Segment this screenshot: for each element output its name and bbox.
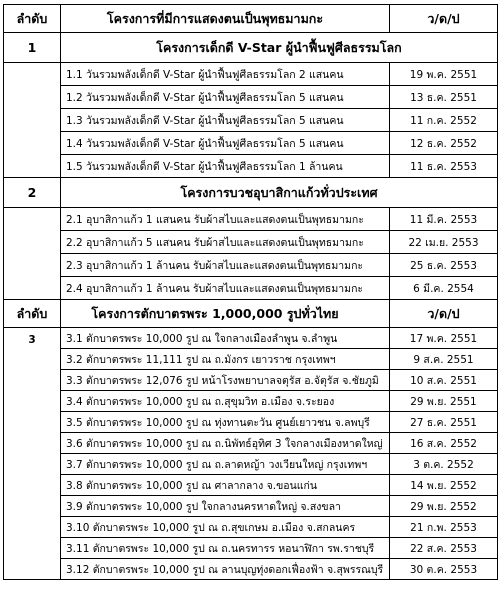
item-title: 1.3 วันรวมพลังเด็กดี V-Star ผู้นำฟื้นฟูศีลธรรมโลก 5 แสนคน — [61, 109, 390, 132]
header-title: โครงการที่มีการแสดงตนเป็นพุทธมามกะ — [61, 5, 390, 33]
header-date: ว/ด/ป — [390, 300, 498, 328]
item-date: 17 พ.ค. 2551 — [390, 328, 498, 349]
table-row — [4, 231, 498, 254]
table-header — [4, 300, 498, 328]
item-date: 3 ต.ค. 2552 — [390, 454, 498, 475]
item-date: 30 ต.ค. 2553 — [390, 559, 498, 580]
table-row — [4, 391, 498, 412]
item-title: 3.2 ตักบาตรพระ 11,111 รูป ณ ถ.มังกร เยาวราช กรุงเทพฯ — [61, 349, 390, 370]
item-title: 2.4 อุบาสิกาแก้ว 1 ล้านคน รับผ้าสไบและแสดงตนเป็นพุทธมามกะ — [61, 277, 390, 300]
table-row — [4, 132, 498, 155]
item-date: 21 ก.พ. 2553 — [390, 517, 498, 538]
item-title: 2.2 อุบาสิกาแก้ว 5 แสนคน รับผ้าสไบและแสดงตนเป็นพุทธมามกะ — [61, 231, 390, 254]
item-date: 29 พ.ย. 2552 — [390, 496, 498, 517]
item-date: 22 ส.ค. 2553 — [390, 538, 498, 559]
item-title: 3.11 ตักบาตรพระ 10,000 รูป ณ ถ.นครทารร หอนาฬิกา รพ.ราชบุรี — [61, 538, 390, 559]
item-date: 14 พ.ย. 2552 — [390, 475, 498, 496]
item-title: 1.2 วันรวมพลังเด็กดี V-Star ผู้นำฟื้นฟูศีลธรรมโลก 5 แสนคน — [61, 86, 390, 109]
table-row — [4, 538, 498, 559]
item-date: 16 ส.ค. 2552 — [390, 433, 498, 454]
item-date: 13 ธ.ค. 2551 — [390, 86, 498, 109]
table-row — [4, 328, 498, 349]
table-row — [4, 63, 498, 86]
item-date: 11 ธ.ค. 2553 — [390, 155, 498, 178]
table-row — [4, 277, 498, 300]
item-title: 3.7 ตักบาตรพระ 10,000 รูป ณ ถ.ลาดหญ้า วงเวียนใหญ่ กรุงเทพฯ — [61, 454, 390, 475]
item-date: 10 ส.ค. 2551 — [390, 370, 498, 391]
table-row — [4, 412, 498, 433]
item-title: 3.8 ตักบาตรพระ 10,000 รูป ณ ศาลากลาง จ.ขอนแก่น — [61, 475, 390, 496]
item-date: 11 ก.ค. 2552 — [390, 109, 498, 132]
header-title: โครงการตักบาตรพระ 1,000,000 รูปทั่วไทย — [61, 300, 390, 328]
table-row — [4, 433, 498, 454]
section-row — [4, 178, 498, 208]
table-row — [4, 349, 498, 370]
item-title: 2.1 อุบาสิกาแก้ว 1 แสนคน รับผ้าสไบและแสดงตนเป็นพุทธมามกะ — [61, 208, 390, 231]
table-row — [4, 559, 498, 580]
item-date: 19 พ.ค. 2551 — [390, 63, 498, 86]
item-title: 1.4 วันรวมพลังเด็กดี V-Star ผู้นำฟื้นฟูศีลธรรมโลก 5 แสนคน — [61, 132, 390, 155]
table-row — [4, 370, 498, 391]
item-title: 3.4 ตักบาตรพระ 10,000 รูป ณ ถ.สุขุมวิท อ.เมือง จ.ระยอง — [61, 391, 390, 412]
item-title: 3.9 ตักบาตรพระ 10,000 รูป ใจกลางนครหาดใหญ่ จ.สงขลา — [61, 496, 390, 517]
table-row — [4, 109, 498, 132]
table-row — [4, 517, 498, 538]
table-row — [4, 496, 498, 517]
section-number: 2 — [4, 178, 61, 208]
item-title: 3.10 ตักบาตรพระ 10,000 รูป ณ ถ.สุขเกษม อ.เมือง จ.สกลนคร — [61, 517, 390, 538]
item-date: 29 พ.ย. 2551 — [390, 391, 498, 412]
projects-table — [3, 4, 498, 580]
item-title: 3.5 ตักบาตรพระ 10,000 รูป ณ ทุ่งทานตะวัน ศูนย์เยาวชน จ.ลพบุรี — [61, 412, 390, 433]
header-date: ว/ด/ป — [390, 5, 498, 33]
item-title: 3.3 ตักบาตรพระ 12,076 รูป หน้าโรงพยาบาลจตุรัส อ.จัตุรัส จ.ชัยภูมิ — [61, 370, 390, 391]
table-row — [4, 254, 498, 277]
item-title: 1.1 วันรวมพลังเด็กดี V-Star ผู้นำฟื้นฟูศีลธรรมโลก 2 แสนคน — [61, 63, 390, 86]
item-date: 6 มี.ค. 2554 — [390, 277, 498, 300]
section-row — [4, 33, 498, 63]
item-title: 3.1 ตักบาตรพระ 10,000 รูป ณ ใจกลางเมืองลำพูน จ.ลำพูน — [61, 328, 390, 349]
item-title: 3.6 ตักบาตรพระ 10,000 รูป ณ ถ.นิพัทธ์อุทิศ 3 ใจกลางเมืองหาดใหญ่ — [61, 433, 390, 454]
item-date: 12 ธ.ค. 2552 — [390, 132, 498, 155]
section-number: 1 — [4, 33, 61, 63]
empty-number-cell — [4, 208, 61, 300]
item-date: 11 มี.ค. 2553 — [390, 208, 498, 231]
table-row — [4, 155, 498, 178]
item-date: 22 เม.ย. 2553 — [390, 231, 498, 254]
item-title: 1.5 วันรวมพลังเด็กดี V-Star ผู้นำฟื้นฟูศีลธรรมโลก 1 ล้านคน — [61, 155, 390, 178]
table-row — [4, 86, 498, 109]
section-number: 3 — [4, 328, 61, 580]
item-title: 3.12 ตักบาตรพระ 10,000 รูป ณ ลานบุญทุ่งดอกเฟื่องฟ้า จ.สุพรรณบุรี — [61, 559, 390, 580]
header-number: ลำดับ — [4, 300, 61, 328]
header-number: ลำดับ — [4, 5, 61, 33]
table-row — [4, 475, 498, 496]
item-date: 25 ธ.ค. 2553 — [390, 254, 498, 277]
item-date: 9 ส.ค. 2551 — [390, 349, 498, 370]
item-title: 2.3 อุบาสิกาแก้ว 1 ล้านคน รับผ้าสไบและแสดงตนเป็นพุทธมามกะ — [61, 254, 390, 277]
table-row — [4, 208, 498, 231]
empty-number-cell — [4, 63, 61, 178]
item-date: 27 ธ.ค. 2551 — [390, 412, 498, 433]
table-row — [4, 454, 498, 475]
section-title: โครงการเด็กดี V-Star ผู้นำฟื้นฟูศีลธรรมโลก — [61, 33, 498, 63]
table-header — [4, 5, 498, 33]
section-title: โครงการบวชอุบาสิกาแก้วทั่วประเทศ — [61, 178, 498, 208]
